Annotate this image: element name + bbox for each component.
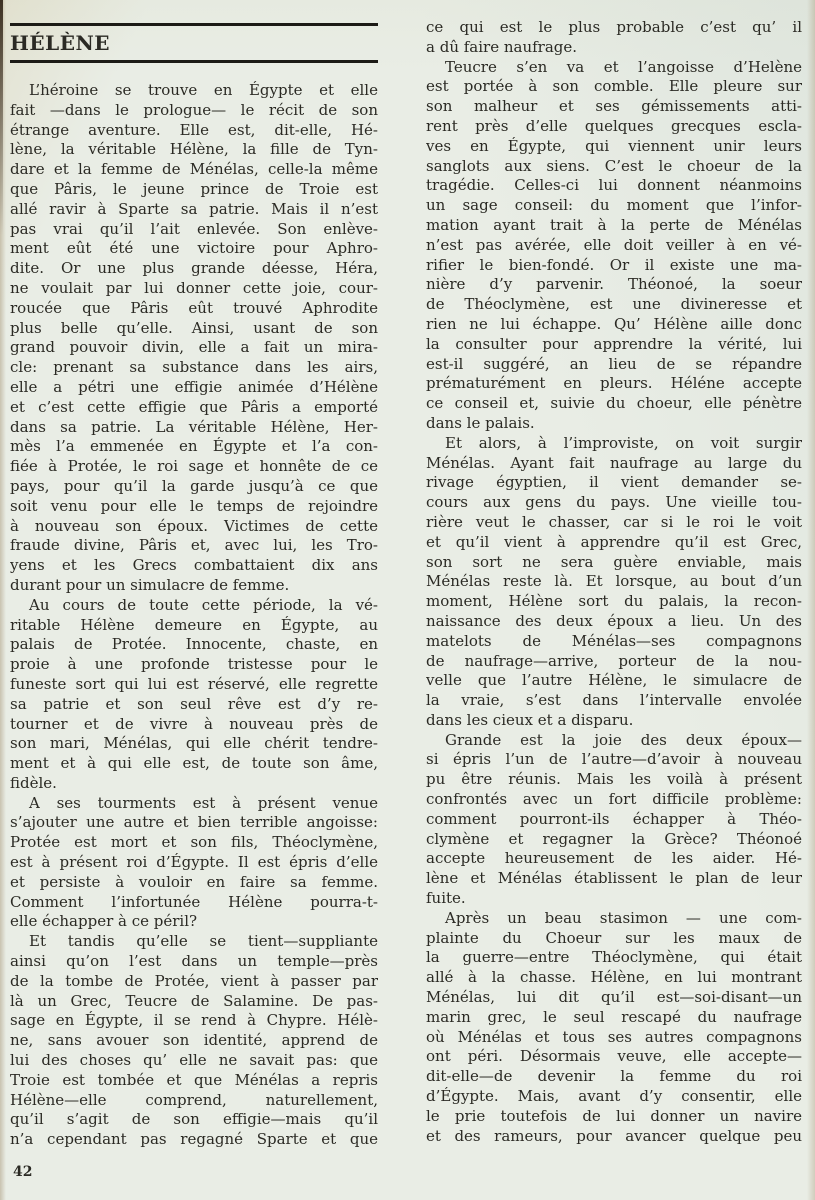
text-line: pays, pour qu’il la garde jusqu’à ce que	[10, 476, 378, 495]
text-line: sanglots aux siens. C’est le choeur de la	[426, 156, 802, 175]
paragraph	[10, 596, 378, 794]
text-line: la guerre—entre Théoclymène, qui était	[426, 948, 802, 967]
text-line: à nouveau son époux. Victimes de cette	[10, 516, 378, 535]
paragraph	[426, 58, 802, 434]
text-line: accepte heureusement de les aider. Hé-	[426, 849, 802, 868]
text-line: n’est pas avérée, elle doit veiller à en vé-	[426, 235, 802, 254]
text-line: Ménélas. Ayant fait naufrage au large du	[426, 453, 802, 472]
text-line: elle échapper à ce péril?	[10, 912, 198, 931]
text-line: tourner et de vivre à nouveau près de	[10, 714, 378, 733]
text-line: fraude divine, Pâris et, avec lui, les Tro-	[10, 536, 378, 555]
text-line: lui des choses qu’ elle ne savait pas: que	[10, 1051, 378, 1070]
text-line: pas vrai qu’il l’ait enlevée. Son enlève-	[10, 219, 378, 238]
text-line: son malheur et ses gémissements atti-	[426, 97, 802, 116]
text-line: mès l’a emmenée en Égypte et l’a con-	[10, 437, 378, 456]
text-line: yens et les Grecs combattaient dix ans	[10, 556, 378, 575]
text-line: mation ayant trait à la perte de Ménélas	[426, 215, 802, 234]
article-title: HÉLÈNE	[10, 31, 110, 55]
text-line: comment pourront-ils échapper à Théo-	[426, 809, 802, 828]
text-line: plus belle qu’elle. Ainsi, usant de son	[10, 318, 378, 337]
text-line: son sort ne sera guère enviable, mais	[426, 552, 802, 571]
text-line: si épris l’un de l’autre—d’avoir à nouveau	[426, 750, 802, 769]
text-line: ce qui est le plus probable c’est qu’ il	[426, 18, 802, 36]
paragraph	[426, 18, 802, 58]
text-line: sage en Égypte, il se rend à Chypre. Hélè-	[10, 1011, 378, 1030]
text-line: et qu’il vient à apprendre qu’il est Grec,	[426, 532, 802, 551]
text-line: confrontés avec un fort difficile problème:	[426, 790, 802, 809]
text-line: allé à la chasse. Hélène, en lui montrant	[426, 968, 802, 987]
text-line: L’héroine se trouve en Égypte et elle	[29, 81, 378, 99]
paragraph	[10, 794, 378, 933]
text-line: dite. Or une plus grande déesse, Héra,	[10, 259, 378, 278]
text-line: Comment l’infortunée Hélène pourra-t-	[10, 892, 378, 911]
text-line: proie à une profonde tristesse pour le	[10, 655, 378, 674]
text-line: naissance des deux époux a lieu. Un des	[426, 611, 802, 630]
text-line: étrange aventure. Elle est, dit-elle, Hé-	[10, 120, 378, 139]
text-line: un sage conseil: du moment que l’infor-	[426, 196, 802, 215]
article-header	[10, 23, 378, 63]
paragraph	[10, 932, 378, 1150]
text-line: fuite.	[426, 889, 466, 908]
text-line: rivage égyptien, il vient demander se-	[426, 473, 802, 492]
text-line: A ses tourments est à présent venue	[29, 793, 378, 812]
text-line: palais de Protée. Innocente, chaste, en	[10, 635, 378, 654]
paragraph	[10, 81, 378, 596]
text-line: cle: prenant sa substance dans les airs,	[10, 358, 378, 377]
text-line: le prie toutefois de lui donner un navire	[426, 1106, 802, 1125]
text-line: s’ajouter une autre et bien terrible angoisse:	[10, 813, 378, 832]
page-edge-right-shadow	[807, 0, 815, 1200]
text-line: grand pouvoir divin, elle a fait un mira-	[10, 338, 378, 357]
text-line: allé ravir à Sparte sa patrie. Mais il n’est	[10, 199, 378, 218]
text-line: nière d’y parvenir. Théonoé, la soeur	[426, 275, 802, 294]
text-line: elle a pétri une effigie animée d’Hélène	[10, 377, 378, 396]
text-line: clymène et regagner la Grèce? Théonoé	[426, 829, 802, 848]
text-line: ainsi qu’on l’est dans un temple—près	[10, 952, 378, 971]
text-line: et c’est cette effigie que Pâris a emporté	[10, 397, 378, 416]
text-line: Protée est mort et son fils, Théoclymène,	[10, 833, 378, 852]
text-line: dans les cieux et a disparu.	[426, 710, 634, 729]
text-line: soit venu pour elle le temps de rejoindre	[10, 496, 378, 515]
text-line: Et alors, à l’improviste, on voit surgir	[445, 433, 802, 452]
text-line: de la tombe de Protée, vient à passer par	[10, 971, 378, 990]
text-line: rent près d’elle quelques grecques escla-	[426, 116, 802, 135]
text-line: Et tandis qu’elle se tient—suppliante	[29, 932, 378, 951]
text-line: rière veut le chasser, car si le roi le voit	[426, 512, 802, 531]
text-line: matelots de Ménélas—ses compagnons	[426, 631, 802, 650]
text-line: lène et Ménélas établissent le plan de leur	[426, 869, 802, 888]
text-line: roucée que Pâris eût trouvé Aphrodite	[10, 298, 378, 317]
text-line: plainte du Choeur sur les maux de	[426, 928, 802, 947]
text-line: fidèle.	[10, 773, 57, 792]
text-line: ritable Hélène demeure en Égypte, au	[10, 615, 378, 634]
left-column	[10, 23, 378, 1150]
text-line: dans sa patrie. La véritable Hélène, Her-	[10, 417, 378, 436]
text-line: ne voulait par lui donner cette joie, cour-	[10, 278, 378, 297]
left-column-text	[10, 81, 378, 1150]
text-line: Ménélas reste là. Et lorsque, au bout d’un	[426, 572, 802, 591]
text-line: de Théoclymène, est une divineresse et	[426, 295, 802, 314]
text-line: Au cours de toute cette période, la vé-	[29, 595, 378, 614]
text-line: durant pour un simulacre de femme.	[10, 575, 290, 594]
text-line: qu’il s’agit de son effigie—mais qu’il	[10, 1110, 378, 1129]
text-line: funeste sort qui lui est réservé, elle regrette	[10, 674, 378, 693]
text-line: de naufrage—arrive, porteur de la nou-	[426, 651, 802, 670]
text-line: tragédie. Celles-ci lui donnent néanmoins	[426, 176, 802, 195]
text-line: la vraie, s’est dans l’intervalle envolée	[426, 691, 802, 710]
right-column	[426, 18, 802, 1146]
text-line: marin grec, le seul rescapé du naufrage	[426, 1007, 802, 1026]
header-rule-bottom	[10, 60, 378, 63]
text-line: dare et la femme de Ménélas, celle-la même	[10, 160, 378, 179]
text-line: sa patrie et son seul rêve est d’y re-	[10, 694, 378, 713]
text-line: Teucre s’en va et l’angoisse d’Helène	[445, 57, 802, 76]
text-line: Ménélas, lui dit qu’il est—soi-disant—un	[426, 988, 802, 1007]
paragraph	[426, 731, 802, 909]
text-line: pu être réunis. Mais les voilà à présent	[426, 770, 802, 789]
text-line: lène, la véritable Hélène, la fille de Tyn-	[10, 140, 378, 159]
text-line: prématurément en pleurs. Héléne accepte	[426, 374, 802, 393]
text-line: n’a cependant pas regagné Sparte et que	[10, 1130, 378, 1149]
text-line: son mari, Ménélas, qui elle chérit tendre-	[10, 734, 378, 753]
page-edge-corner-shadow	[0, 0, 3, 235]
right-column-text	[426, 18, 802, 1146]
text-line: est portée à son comble. Elle pleure sur	[426, 77, 802, 96]
text-line: fait —dans le prologue— le récit de son	[10, 100, 378, 119]
page-number: 42	[13, 1164, 33, 1180]
paragraph	[426, 434, 802, 731]
paragraph	[426, 909, 802, 1147]
text-line: ne, sans avouer son identité, apprend de	[10, 1031, 378, 1050]
text-line: rifier le bien-fondé. Or il existe une ma-	[426, 255, 802, 274]
text-line: où Ménélas et tous ses autres compagnons	[426, 1027, 802, 1046]
header-rule-top	[10, 23, 378, 26]
text-line: ont péri. Désormais veuve, elle accepte—	[426, 1047, 802, 1066]
text-line: ce conseil et, suivie du choeur, elle pénètre	[426, 394, 802, 413]
text-line: est-il suggéré, an lieu de se répandre	[426, 354, 802, 373]
text-line: rien ne lui échappe. Qu’ Hélène aille donc	[426, 314, 802, 333]
text-line: là un Grec, Teucre de Salamine. De pas-	[10, 991, 378, 1010]
text-line: ment et à qui elle est, de toute son âme,	[10, 754, 378, 773]
text-line: dans le palais.	[426, 413, 535, 432]
text-line: ment eût été une victoire pour Aphro-	[10, 239, 378, 258]
text-line: et des rameurs, pour avancer quelque peu	[426, 1126, 802, 1145]
text-line: dit-elle—de devenir la femme du roi	[426, 1067, 802, 1086]
text-line: fiée à Protée, le roi sage et honnête de ce	[10, 457, 378, 476]
text-line: Troie est tombée et que Ménélas a repris	[10, 1070, 378, 1089]
text-line: Grande est la joie des deux époux—	[445, 730, 802, 749]
text-line: cours aux gens du pays. Une vieille tou-	[426, 493, 802, 512]
text-line: a dû faire naufrage.	[426, 37, 578, 56]
text-line: Après un beau stasimon — une com-	[445, 908, 802, 927]
text-line: Hélène—elle comprend, naturellement,	[10, 1090, 378, 1109]
text-line: ves en Égypte, qui viennent unir leurs	[426, 136, 802, 155]
text-line: et persiste à vouloir en faire sa femme.	[10, 872, 378, 891]
text-line: que Pâris, le jeune prince de Troie est	[10, 179, 378, 198]
text-line: est à présent roi d’Égypte. Il est épris d’elle	[10, 853, 378, 872]
text-line: moment, Hélène sort du palais, la recon-	[426, 592, 802, 611]
text-line: la consulter pour apprendre la vérité, lui	[426, 334, 802, 353]
text-line: d’Égypte. Mais, avant d’y consentir, elle	[426, 1087, 802, 1106]
text-line: velle que l’autre Hélène, le simulacre de	[426, 671, 802, 690]
